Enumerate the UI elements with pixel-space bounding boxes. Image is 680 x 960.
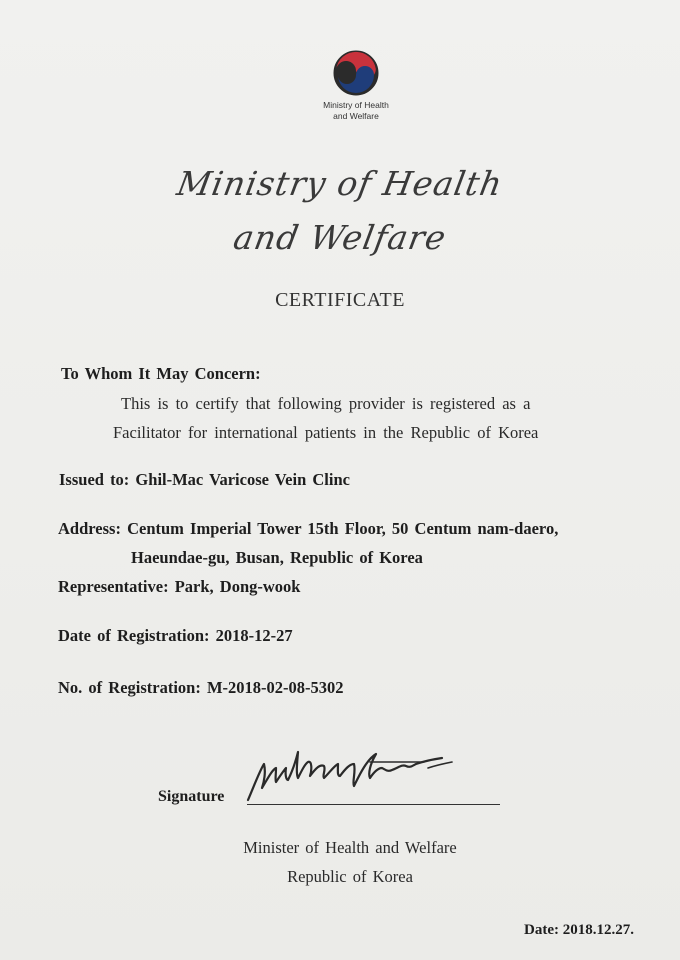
issued-to: Issued to: Ghil-Mac Varicose Vein Clinc [59,470,350,489]
date-of-registration: Date of Registration: 2018-12-27 [58,626,293,645]
emblem-caption-line2: and Welfare [333,111,379,121]
handwritten-signature [242,742,462,804]
statement-line1: This is to certify that following provider is registered as a [121,394,531,413]
title-line1: Ministry of Health [174,164,506,203]
emblem-caption-line1: Ministry of Health [323,100,389,110]
signature-line [247,804,500,805]
minister-title: Minister of Health and Welfare [243,838,457,857]
registration-number: No. of Registration: M-2018-02-08-5302 [58,678,344,697]
emblem-caption [290,100,422,122]
statement-line2: Facilitator for international patients in the Republic of Korea [113,423,539,442]
title-line2: and Welfare [230,218,450,257]
representative: Representative: Park, Dong-wook [58,577,301,596]
country-name: Republic of Korea [287,867,413,886]
taegeuk-emblem-icon [333,50,379,96]
issue-date: Date: 2018.12.27. [524,922,634,938]
certificate-heading: CERTIFICATE [275,289,405,311]
signature-label: Signature [158,788,225,805]
salutation: To Whom It May Concern: [61,364,261,383]
address-line2: Haeundae-gu, Busan, Republic of Korea [131,548,423,567]
address-line1: Address: Centum Imperial Tower 15th Floor, 50 Centum nam-daero, [58,519,559,538]
